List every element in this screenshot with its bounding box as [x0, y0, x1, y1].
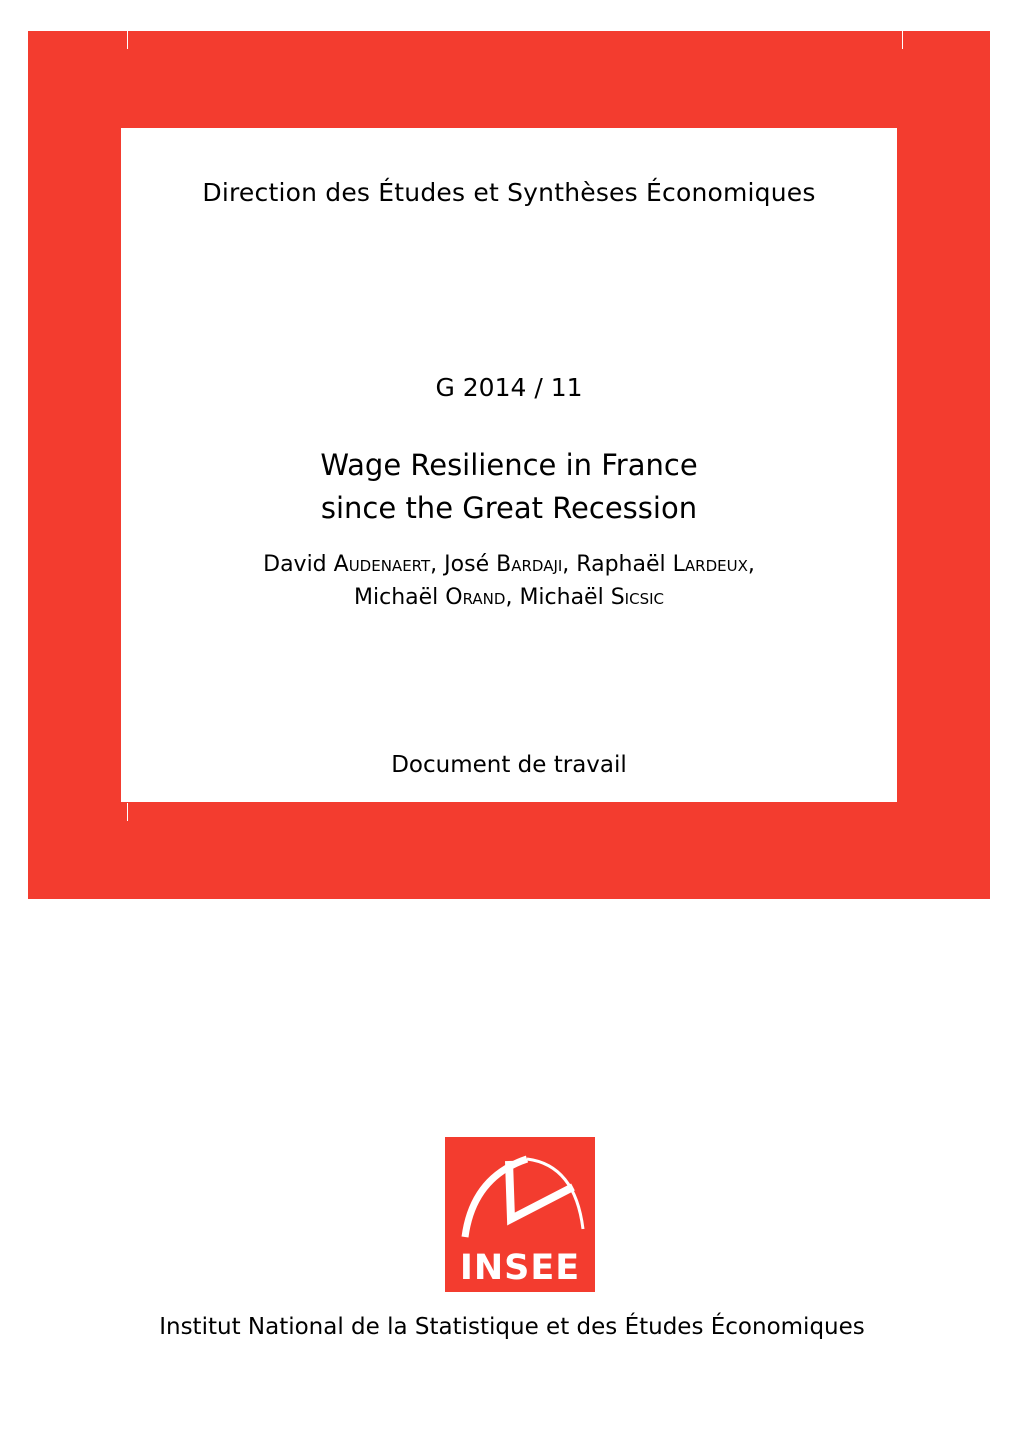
author-separator: , — [562, 552, 577, 577]
crop-mark — [127, 31, 128, 49]
title-line-1: Wage Resilience in France — [320, 448, 698, 482]
insee-logo-text: INSEE — [459, 1248, 581, 1288]
author-first-name: Michaël — [354, 585, 439, 610]
author-first-name: Michaël — [519, 585, 604, 610]
author-last-name: Sicsic — [610, 585, 664, 610]
institute-name: Institut National de la Statistique et des Études Économiques — [159, 1314, 865, 1340]
author-list — [121, 548, 897, 614]
author-last-name: Bardaji — [496, 552, 563, 577]
insee-logo — [445, 1137, 595, 1292]
document-type: Document de travail — [391, 752, 627, 778]
author-line-1 — [121, 548, 897, 581]
crop-mark — [127, 803, 128, 821]
author-first-name: Raphaël — [576, 552, 666, 577]
author-last-name: Orand — [445, 585, 506, 610]
directorate-header: Direction des Études et Synthèses Économiques — [202, 178, 816, 207]
author-separator: , — [747, 552, 755, 577]
author-separator: , — [505, 585, 520, 610]
author-last-name: Audenaert — [333, 552, 431, 577]
series-number: G 2014 / 11 — [435, 373, 583, 402]
author-first-name: David — [263, 552, 327, 577]
crop-mark — [902, 31, 903, 49]
cover-panel — [121, 128, 897, 802]
author-last-name: Lardeux — [672, 552, 748, 577]
author-separator: , — [430, 552, 445, 577]
author-first-name: José — [444, 552, 490, 577]
author-line-2 — [121, 581, 897, 614]
title-line-2: since the Great Recession — [320, 491, 698, 525]
document-title — [121, 444, 897, 530]
